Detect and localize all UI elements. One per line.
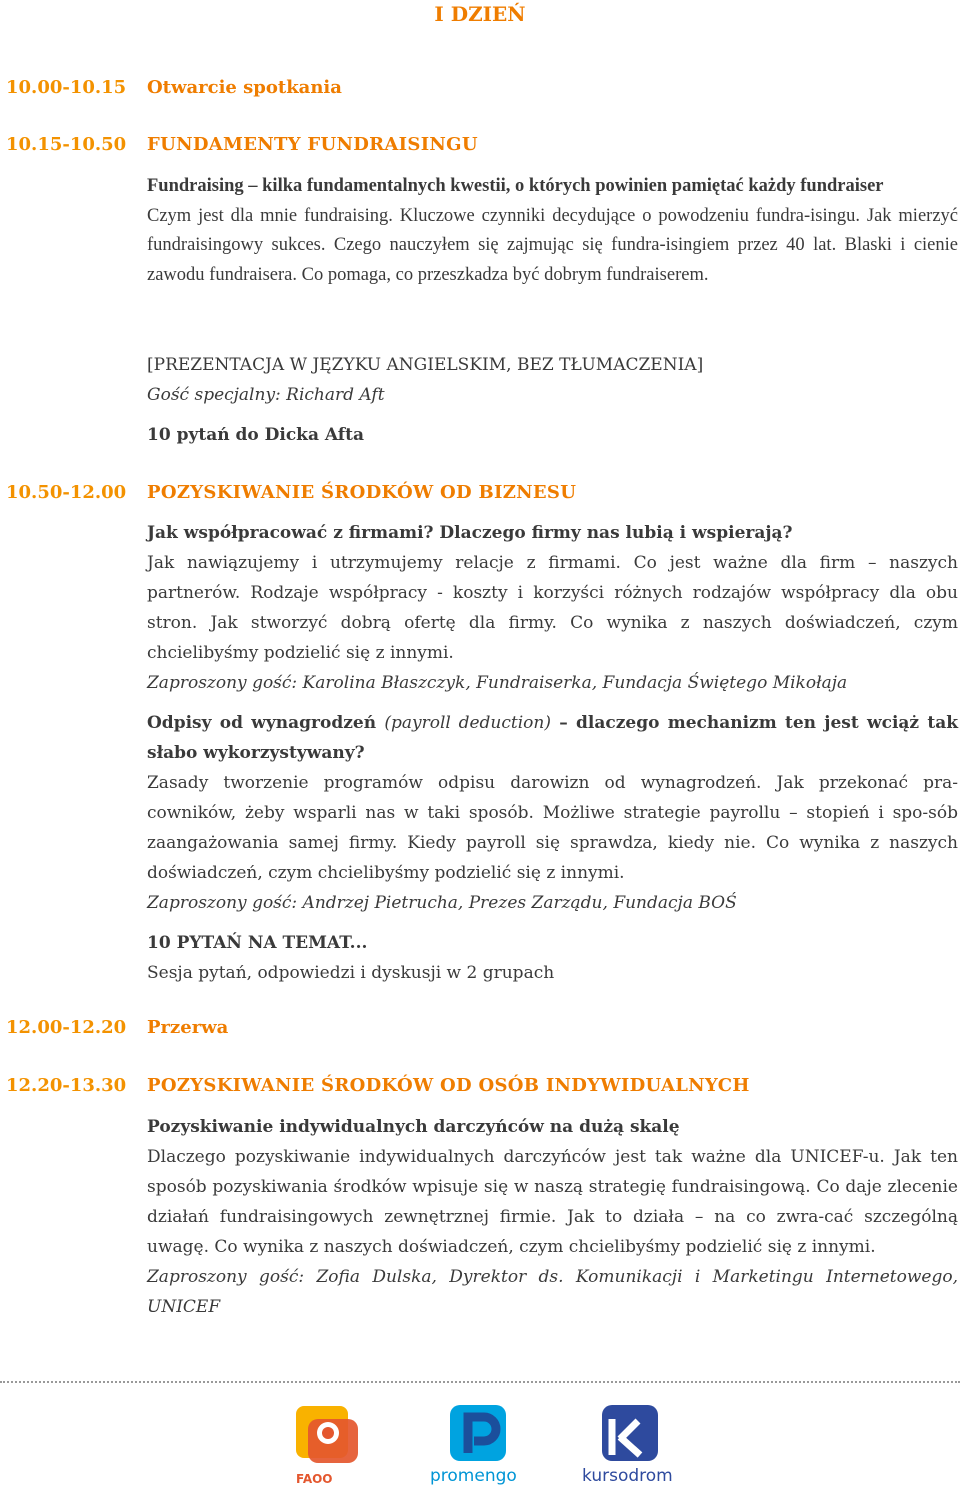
- payroll-body: Zasady tworzenie programów odpisu darowizn od wynagrodzeń. Jak przekonać pra-cowników, żeby wsparli nas w taki sposób. Możliwe strategie payrollu – stopień i spo-sób zaangażowania samej firmy. Kiedy payroll się sprawdza, kiedy nie. Co wynika z naszych doświadczeń, czym chcielibyśmy podzielić się z innymi.: [147, 773, 958, 883]
- indywidualni-guest: Zaproszony gość: Zofia Dulska, Dyrektor ds. Komunikacji i Marketingu Internetowego, UNICEF: [147, 1267, 958, 1317]
- biznes-subtitle: Jak współpracować z firmami? Dlaczego firmy nas lubią i wspierają?: [147, 523, 793, 543]
- payroll-guest: Zaproszony gość: Andrzej Pietrucha, Prezes Zarządu, Fundacja BOŚ: [147, 893, 737, 913]
- indywidualni-content: [147, 1112, 958, 1322]
- biznes-content: [147, 518, 958, 988]
- session-time: 12.20-13.30: [6, 1075, 127, 1096]
- fundamenty-extra: [147, 350, 958, 450]
- day-title: I DZIEŃ: [434, 2, 526, 26]
- session-time: 10.00-10.15: [6, 77, 127, 98]
- payroll-subtitle-a: Odpisy od wynagrodzeń: [147, 713, 377, 733]
- session-time: 10.15-10.50: [6, 134, 127, 155]
- fundamenty-subtitle: Fundraising – kilka fundamentalnych kwestii, o których powinien pamiętać każdy fundraiser: [147, 176, 884, 196]
- faoo-logo-text: FAOO: [296, 1472, 333, 1486]
- promengo-logo-mark: [428, 1403, 528, 1487]
- special-guest: Gość specjalny: Richard Aft: [147, 385, 385, 405]
- ten-questions-body: Sesja pytań, odpowiedzi i dyskusji w 2 grupach: [147, 963, 555, 983]
- faoo-logo-mark: [290, 1403, 362, 1487]
- payroll-subtitle: [147, 708, 958, 768]
- biznes-guest: Zaproszony gość: Karolina Błaszczyk, Fundraiserka, Fundacja Świętego Mikołaja: [147, 673, 848, 693]
- session-title: FUNDAMENTY FUNDRAISINGU: [147, 134, 478, 155]
- biznes-body: Jak nawiązujemy i utrzymujemy relacje z firmami. Co jest ważne dla firm – naszych partnerów. Rodzaje współpracy - koszty i korzyści różnych rodzajów współpracy dla obu stron. Jak stworzyć dobrą ofertę dla firmy. Co wynika z naszych doświadczeń, czym chcielibyśmy podzielić się z innymi.: [147, 553, 958, 663]
- session-title: Przerwa: [147, 1017, 229, 1038]
- fundamenty-content: [147, 172, 958, 290]
- indywidualni-body: Dlaczego pozyskiwanie indywidualnych darczyńców jest tak ważne dla UNICEF-u. Jak ten sposób pozyskiwania środków wpisuje się w naszą strategię fundraisingową. Co daje zlecenie działań fundraisingowych zewnętrznej firmie. Jak to działa – na co zwra-cać szczególną uwagę. Co wynika z naszych doświadczeń, czym chcielibyśmy podzielić się z innymi.: [147, 1147, 958, 1257]
- questions-title: 10 pytań do Dicka Afta: [147, 425, 364, 445]
- promengo-logo: [428, 1403, 528, 1487]
- session-title: Otwarcie spotkania: [147, 77, 342, 98]
- session-time: 10.50-12.00: [6, 482, 127, 503]
- payroll-subtitle-b: (payroll deduction): [384, 713, 551, 733]
- kursodrom-logo-mark: [580, 1403, 684, 1487]
- language-note: [PREZENTACJA W JĘZYKU ANGIELSKIM, BEZ TŁUMACZENIA]: [147, 355, 704, 375]
- indywidualni-subtitle: Pozyskiwanie indywidualnych darczyńców na dużą skalę: [147, 1117, 680, 1137]
- kursodrom-logo: [580, 1403, 684, 1487]
- session-title: POZYSKIWANIE ŚRODKÓW OD OSÓB INDYWIDUALNYCH: [147, 1075, 750, 1096]
- promengo-logo-text: promengo: [430, 1466, 517, 1486]
- ten-questions-title: 10 PYTAŃ NA TEMAT...: [147, 933, 368, 953]
- payroll-subtitle-c: – dlaczego mechanizm ten jest wciąż tak słabo wykorzystywany?: [147, 713, 958, 763]
- session-title: POZYSKIWANIE ŚRODKÓW OD BIZNESU: [147, 482, 577, 503]
- session-time: 12.00-12.20: [6, 1017, 127, 1038]
- footer-divider: [0, 1381, 960, 1383]
- fundamenty-body: Czym jest dla mnie fundraising. Kluczowe czynniki decydujące o powodzeniu fundra-isingu. Jak mierzyć fundraisingowy sukces. Czego nauczyłem się zajmując się fundra-isingiem przez 40 lat. Blaski i cienie zawodu fundraisera. Co pomaga, co przeszkadza być dobrym fundraiserem.: [147, 205, 958, 285]
- kursodrom-logo-text: kursodrom: [582, 1466, 673, 1486]
- faoo-logo: [290, 1403, 362, 1487]
